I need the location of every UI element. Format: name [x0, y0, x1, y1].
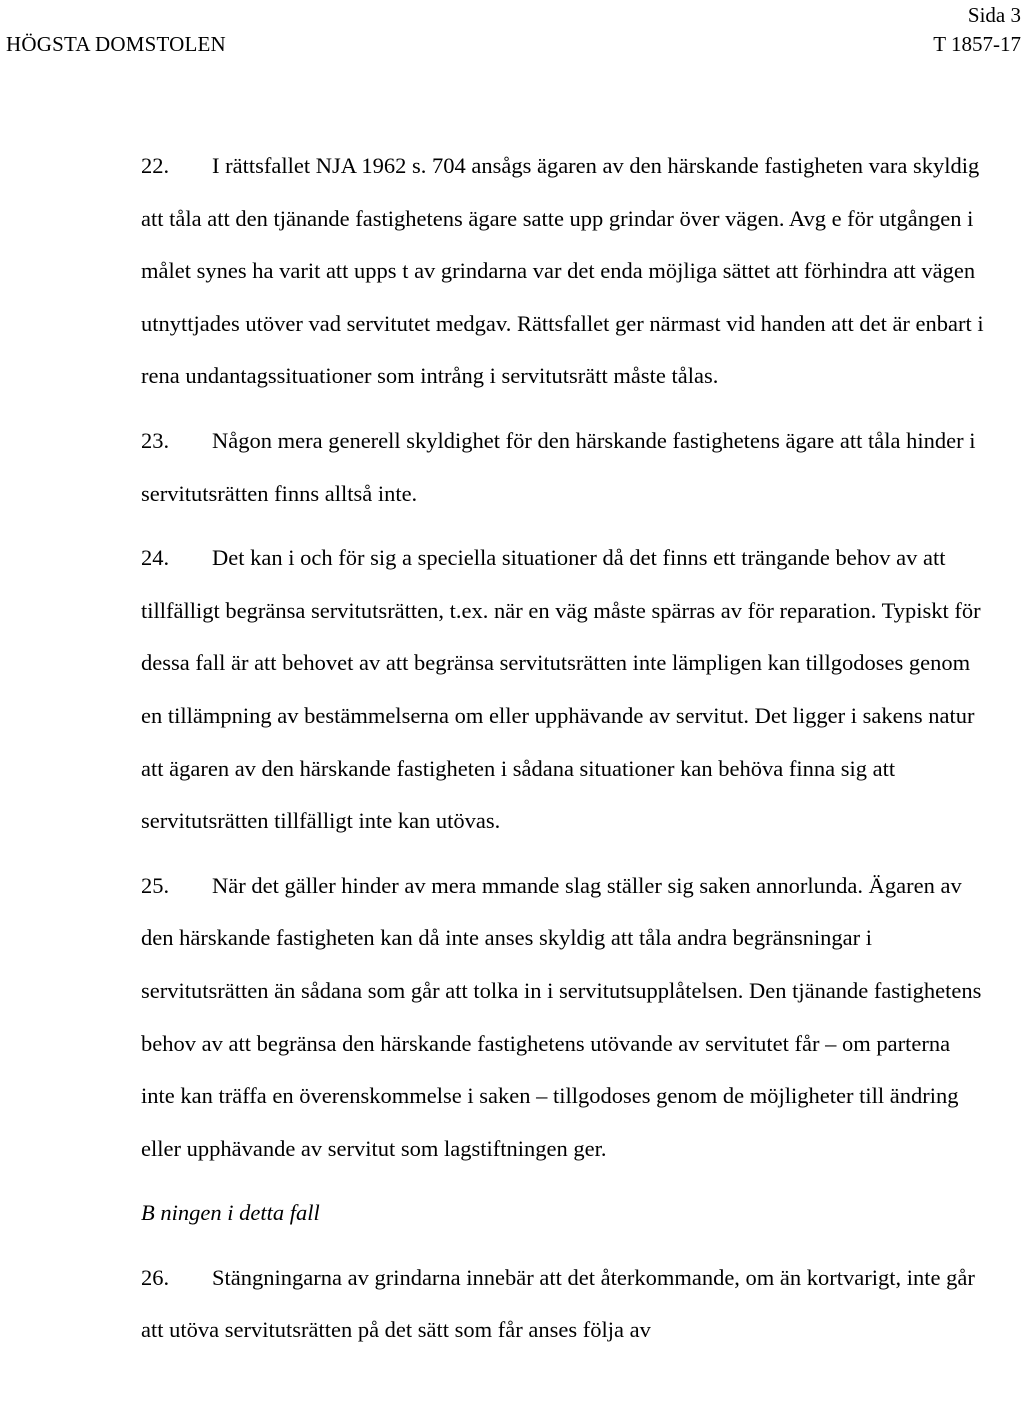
paragraph-number: 24.: [141, 545, 170, 571]
section-heading: B ningen i detta fall: [141, 1200, 320, 1226]
paragraph-26: [141, 1252, 986, 1357]
paragraph-text: När det gäller hinder av mera mmande slag ställer sig saken annorlunda. Ägaren av den härskande fastigheten kan då inte anses skyldig att tåla andra begränsningar i servitutsrätten än sådana som går att tolka in i servitutsupplåtelsen. Den tjänande fastighetens behov av att begränsa den härskande fastighetens utövande av servitutet får – om parterna inte kan träffa en överenskommelse i saken – tillgodoses genom de möjligheter till ändring eller upphävande av servitut som lagstiftningen ger.: [141, 872, 982, 1161]
court-name: HÖGSTA DOMSTOLEN: [6, 32, 226, 56]
paragraph-23: [141, 415, 986, 520]
paragraph-number: 22.: [141, 153, 170, 178]
paragraph-25: [141, 860, 986, 1176]
paragraph-text: Någon mera generell skyldighet för den härskande fastighetens ägare att tåla hinder i servitutsrätten finns alltså inte.: [141, 427, 976, 506]
paragraph-text: I rättsfallet NJA 1962 s. 704 ansågs ägaren av den härskande fastigheten vara skyldig att tåla att den tjänande fastighetens ägare satte upp grindar över vägen. Avg e för utgången i målet synes ha varit att upps t av grindarna var det enda möjliga sättet att förhindra att vägen utnyttjades utöver vad servitutet medgav. Rättsfallet ger närmast vid handen att det är enbart i rena undantagssituationer som intrång i servitutsrätt måste tålas.: [141, 153, 984, 389]
case-number: T 1857-17: [933, 32, 1021, 56]
page-header: [0, 0, 1024, 70]
paragraph-text: Stängningarna av grindarna innebär att det återkommande, om än kortvarigt, inte går att utöva servitutsrätten på det sätt som får anses följa av: [141, 1264, 975, 1343]
paragraph-22: [141, 140, 986, 403]
paragraph-24: [141, 532, 986, 848]
page-number: Sida 3: [967, 3, 1021, 27]
document-body: [141, 140, 986, 1357]
paragraph-number: 23.: [141, 427, 170, 453]
paragraph-number: 26.: [141, 1264, 170, 1290]
paragraph-text: Det kan i och för sig a speciella situationer då det finns ett trängande behov av att tillfälligt begränsa servitutsrätten, t.ex. när en väg måste spärras av för reparation. Typiskt för dessa fall är att behovet av att begränsa servitutsrätten inte lämpligen kan tillgodoses genom en tillämpning av bestämmelserna om eller upphävande av servitut. Det ligger i sakens natur att ägaren av den härskande fastigheten i sådana situationer kan behöva finna sig att servitutsrätten tillfälligt inte kan utövas.: [141, 545, 981, 834]
paragraph-number: 25.: [141, 872, 170, 898]
